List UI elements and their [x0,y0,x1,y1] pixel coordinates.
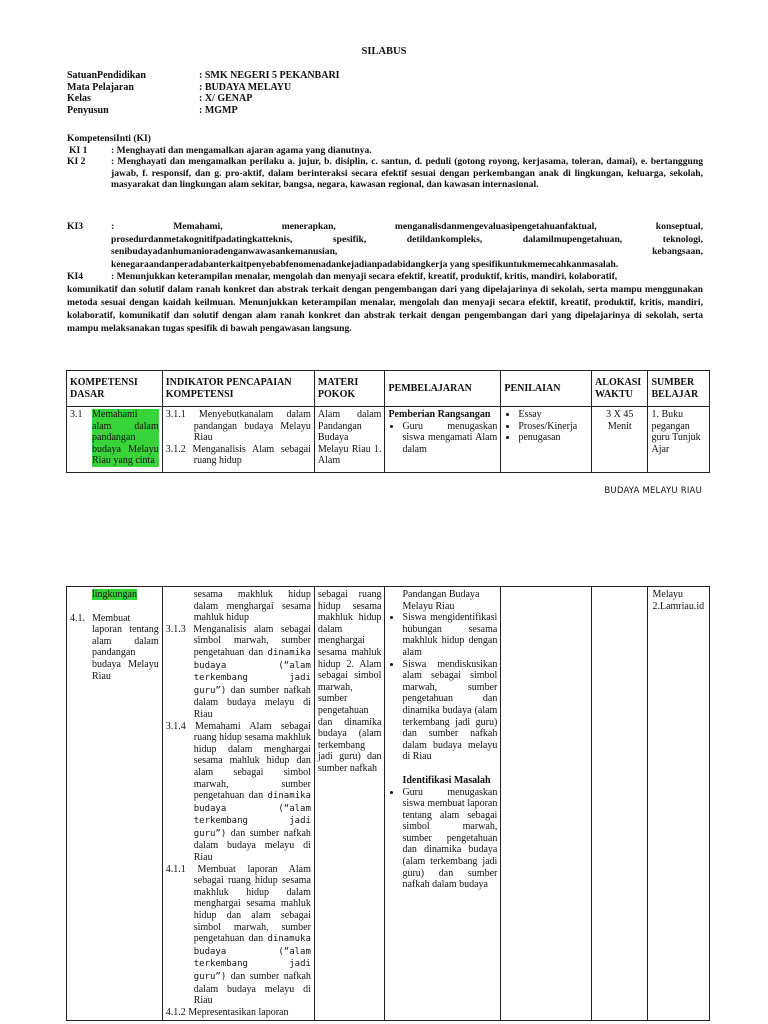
pembelajaran-heading: Identifikasi Masalah [402,774,491,786]
page-footer: BUDAYA MELAYU RIAU [604,486,702,496]
cell-sumber: 1. Buku pegangan guru Tunjuk Ajar [648,407,710,473]
ki3-line: senibudayadanhumanioradenganwawasankemanusian, kebangsaan, [111,246,703,257]
kd-text: Memahami alam dalam pandangan budaya Melayu Riau yang cinta [92,409,159,467]
list-item: • penugasan [518,432,588,444]
ipk-item [166,864,311,1007]
ki2-row [67,156,703,191]
cell-materi: sebagai ruang hidup sesama makhluk hidup dalam menghargai sesama mahluk hidup 2. Alam sebagai simbol marwah, sumber pengetahuan dan dinamika budaya (alam terkembang jadi guru) dan sumber nafkah [314,587,385,1021]
header-sumber: SUMBER BELAJAR [648,371,710,407]
kd-text: Membuat laporan tentang alam dalam pandangan budaya Melayu Riau [92,612,159,682]
identity-block [67,70,340,116]
ipk-item: 4.1.2 Mepresentasikan laporan [165,1006,289,1018]
cell-alokasi: 3 X 45 Menit [592,407,648,473]
info-row [67,93,340,105]
ipk-item: 3.1.1 Menyebutkanalam dalam pandangan budaya Melayu Riau [165,409,311,444]
ki4-text: komunikatif dan solutif dalam ranah konkret dan abstrak terkait dengan pengembangan dari yang dipelajarinya di sekolah, serta mampu menggunakan metoda sesuai dengan kaidah keilmuan. Menunjukkan keterampilan menalar, mengolah dan menyaji secara efektif, kreatif, produktif, kritis, mandiri, kolaboratif, komunikatif dan solutif dengan alam ranah konkret dan abstrak terkait dengan pengembangan dari yang dipelajarinya di sekolah, serta mampu melaksanakan tugas spesifik di bawah pengawasan langsung. [67,283,703,334]
info-row [67,70,340,82]
cell-ipk [162,407,314,473]
cell-penilaian [501,407,592,473]
ki3-line: : Memahami, menerapkan, menganalisdanmengevaluasipengetahuanfaktual, konseptual, [111,221,703,232]
pembelajaran-list [388,612,497,763]
ipk-text: dinamuka budaya (“alam terkembang jadi guru”) [193,934,311,982]
ki2-label: KI 2 [67,156,86,168]
header-alokasi: ALOKASI WAKTU [592,371,648,407]
header-materi: MATERI POKOK [314,371,385,407]
info-label: Kelas [67,93,91,104]
ki3-block [67,221,703,271]
ki-section [67,133,703,191]
ipk-text: dinamika budaya (“alam terkembang jadi guru”) [193,647,311,696]
pembelajaran-list [388,421,497,456]
ipk-continued: sesama makhluk hidup dalam menghargai sesama mahluk hidup [193,589,311,624]
cell-pembelajaran [385,587,501,1021]
pembelajaran-list [388,787,497,891]
header-ipk: INDIKATOR PENCAPAIAN KOMPETENSI [162,371,314,407]
ipk-item [166,624,311,721]
info-row [67,105,340,117]
ki4-block [67,271,703,336]
ipk-text: dan sumber nafkah dalam budaya melayu di Riau [193,971,311,1007]
ki1-text: : Menghayati dan mengamalkan ajaran agama yang dianutnya. [111,144,372,156]
header-penilaian: PENILAIAN [501,371,592,407]
list-item: • Proses/Kinerja [518,421,588,433]
cell-alokasi [592,587,648,1021]
ki4-text-first: : Menunjukkan keterampilan menalar, mengolah dan menyaji secara efektif, kreatif, produktif, kritis, mandiri, kolaboratif, [111,271,618,283]
ki2-text: : Menghayati dan mengamalkan perilaku a. jujur, b. disiplin, c. santun, d. peduli (gotong royong, kerjasama, toleran, damai), e. bertanggung jawab, f. responsif, dan g. pro-aktif, dalam berinteraksi secara efektif sesuai dengan perkembangan anak di lingkungan, keluarga, sekolah, masyarakat dan lingkungan alam sekitar, bangsa, negara, kawasan regional, dan kawasan internasional. [111,156,703,191]
page-2 [0,520,768,1024]
info-value: : BUDAYA MELAYU [199,81,292,93]
cell-pembelajaran [385,407,501,473]
list-item: • Essay [518,409,588,421]
header-kd: KOMPETENSI DASAR [67,371,163,407]
kd-number: 3.1 [70,409,83,420]
ipk-text: dan sumber nafkah dalam budaya melayu di Riau [193,827,311,864]
ki3-line: kenegaraandanperadabanterkaitpenyebabfenomenadankejadianpadabidangkerja yang spesifikuntukmemecahkanmasalah. [111,258,619,270]
info-row [67,82,340,94]
ipk-text: dan sumber nafkah dalam budaya melayu di Riau [193,684,311,720]
cell-sumber: Melayu 2.Lamriau.id [648,587,710,1021]
list-item: • Guru menugaskan siswa mengamati Alam dalam [402,421,497,456]
ipk-text: 3.1.3 Menganalisis alam sebagai simbol marwah, sumber pengetahuan dan [165,623,311,658]
kd-number: 4.1. [70,612,85,624]
table-row [67,407,710,473]
header-pembelajaran: PEMBELAJARAN [385,371,501,407]
table-row [67,587,710,1021]
cell-kd [67,407,163,473]
ipk-item [166,721,311,864]
ipk-text: dinamika budaya (“alam terkembang jadi guru”) [193,791,311,839]
ipk-item: 3.1.2 Menganalisis Alam sebagai ruang hidup [165,443,311,467]
info-label: SatuanPendidikan [67,70,146,81]
cell-penilaian [501,587,592,1021]
ipk-text: 3.1.4 Memahami Alam sebagai ruang hidup sesama makhluk hidup dalam menghargai sesama mahluk hidup dan alam sebagai simbol marwah, sumber pengetahuan dan [165,720,311,802]
syllabus-table-page2 [66,586,710,1021]
ki-heading: KompetensiInti (KI) [67,133,151,144]
cell-kd [67,587,163,1021]
info-value: : X/ GENAP [199,93,253,104]
cell-materi: Alam dalam Pandangan Budaya Melayu Riau 1. Alam [314,407,385,473]
kd-continued: lingkungan [92,589,137,600]
list-item: • Siswa mendiskusikan alam sebagai simbol marwah, sumber pengetahuan dan dinamika budaya (alam terkembang jadi guru) dan sumber nafkah dalam budaya melayu di Riau [402,659,497,763]
pembelajaran-heading: Pemberian Rangsangan [388,409,491,420]
list-item: • Guru menugaskan siswa membuat laporan tentang alam sebagai simbol marwah, sumber pengetahuan dan dinamika budaya (alam terkembang jadi guru) dan sumber nafkah dalam budaya [402,787,497,891]
info-label: Penyusun [67,104,109,116]
page-title: SILABUS [361,46,407,57]
info-value: : MGMP [199,104,238,116]
syllabus-table-page1 [66,370,710,473]
table-header-row [67,371,710,407]
ki3-label: KI3 [67,221,83,232]
list-item: • Siswa mengidentifikasi hubungan sesama makhluk hidup dengan alam [402,612,497,658]
cell-ipk [162,587,314,1021]
info-label: Mata Pelajaran [67,81,134,93]
ki1-row [67,145,703,157]
pembelajaran-continued: Pandangan Budaya Melayu Riau [402,589,480,612]
ki1-label: KI 1 [69,144,88,156]
info-value: : SMK NEGERI 5 PEKANBARI [199,70,340,81]
penilaian-list [504,409,588,444]
ki4-label: KI4 [67,271,83,282]
ipk-text: 4.1.1 Membuat laporan Alam sebagai ruang hidup sesama makhluk hidup dalam menghargai sesama mahluk hidup dan alam sebagai simbol marwah, sumber pengetahuan dan [165,863,311,945]
ki3-line: prosedurdanmetakognitifpadatingkatteknis, spesifik, detildankompleks, dalamilmupengetahuan, teknologi, [111,233,703,245]
